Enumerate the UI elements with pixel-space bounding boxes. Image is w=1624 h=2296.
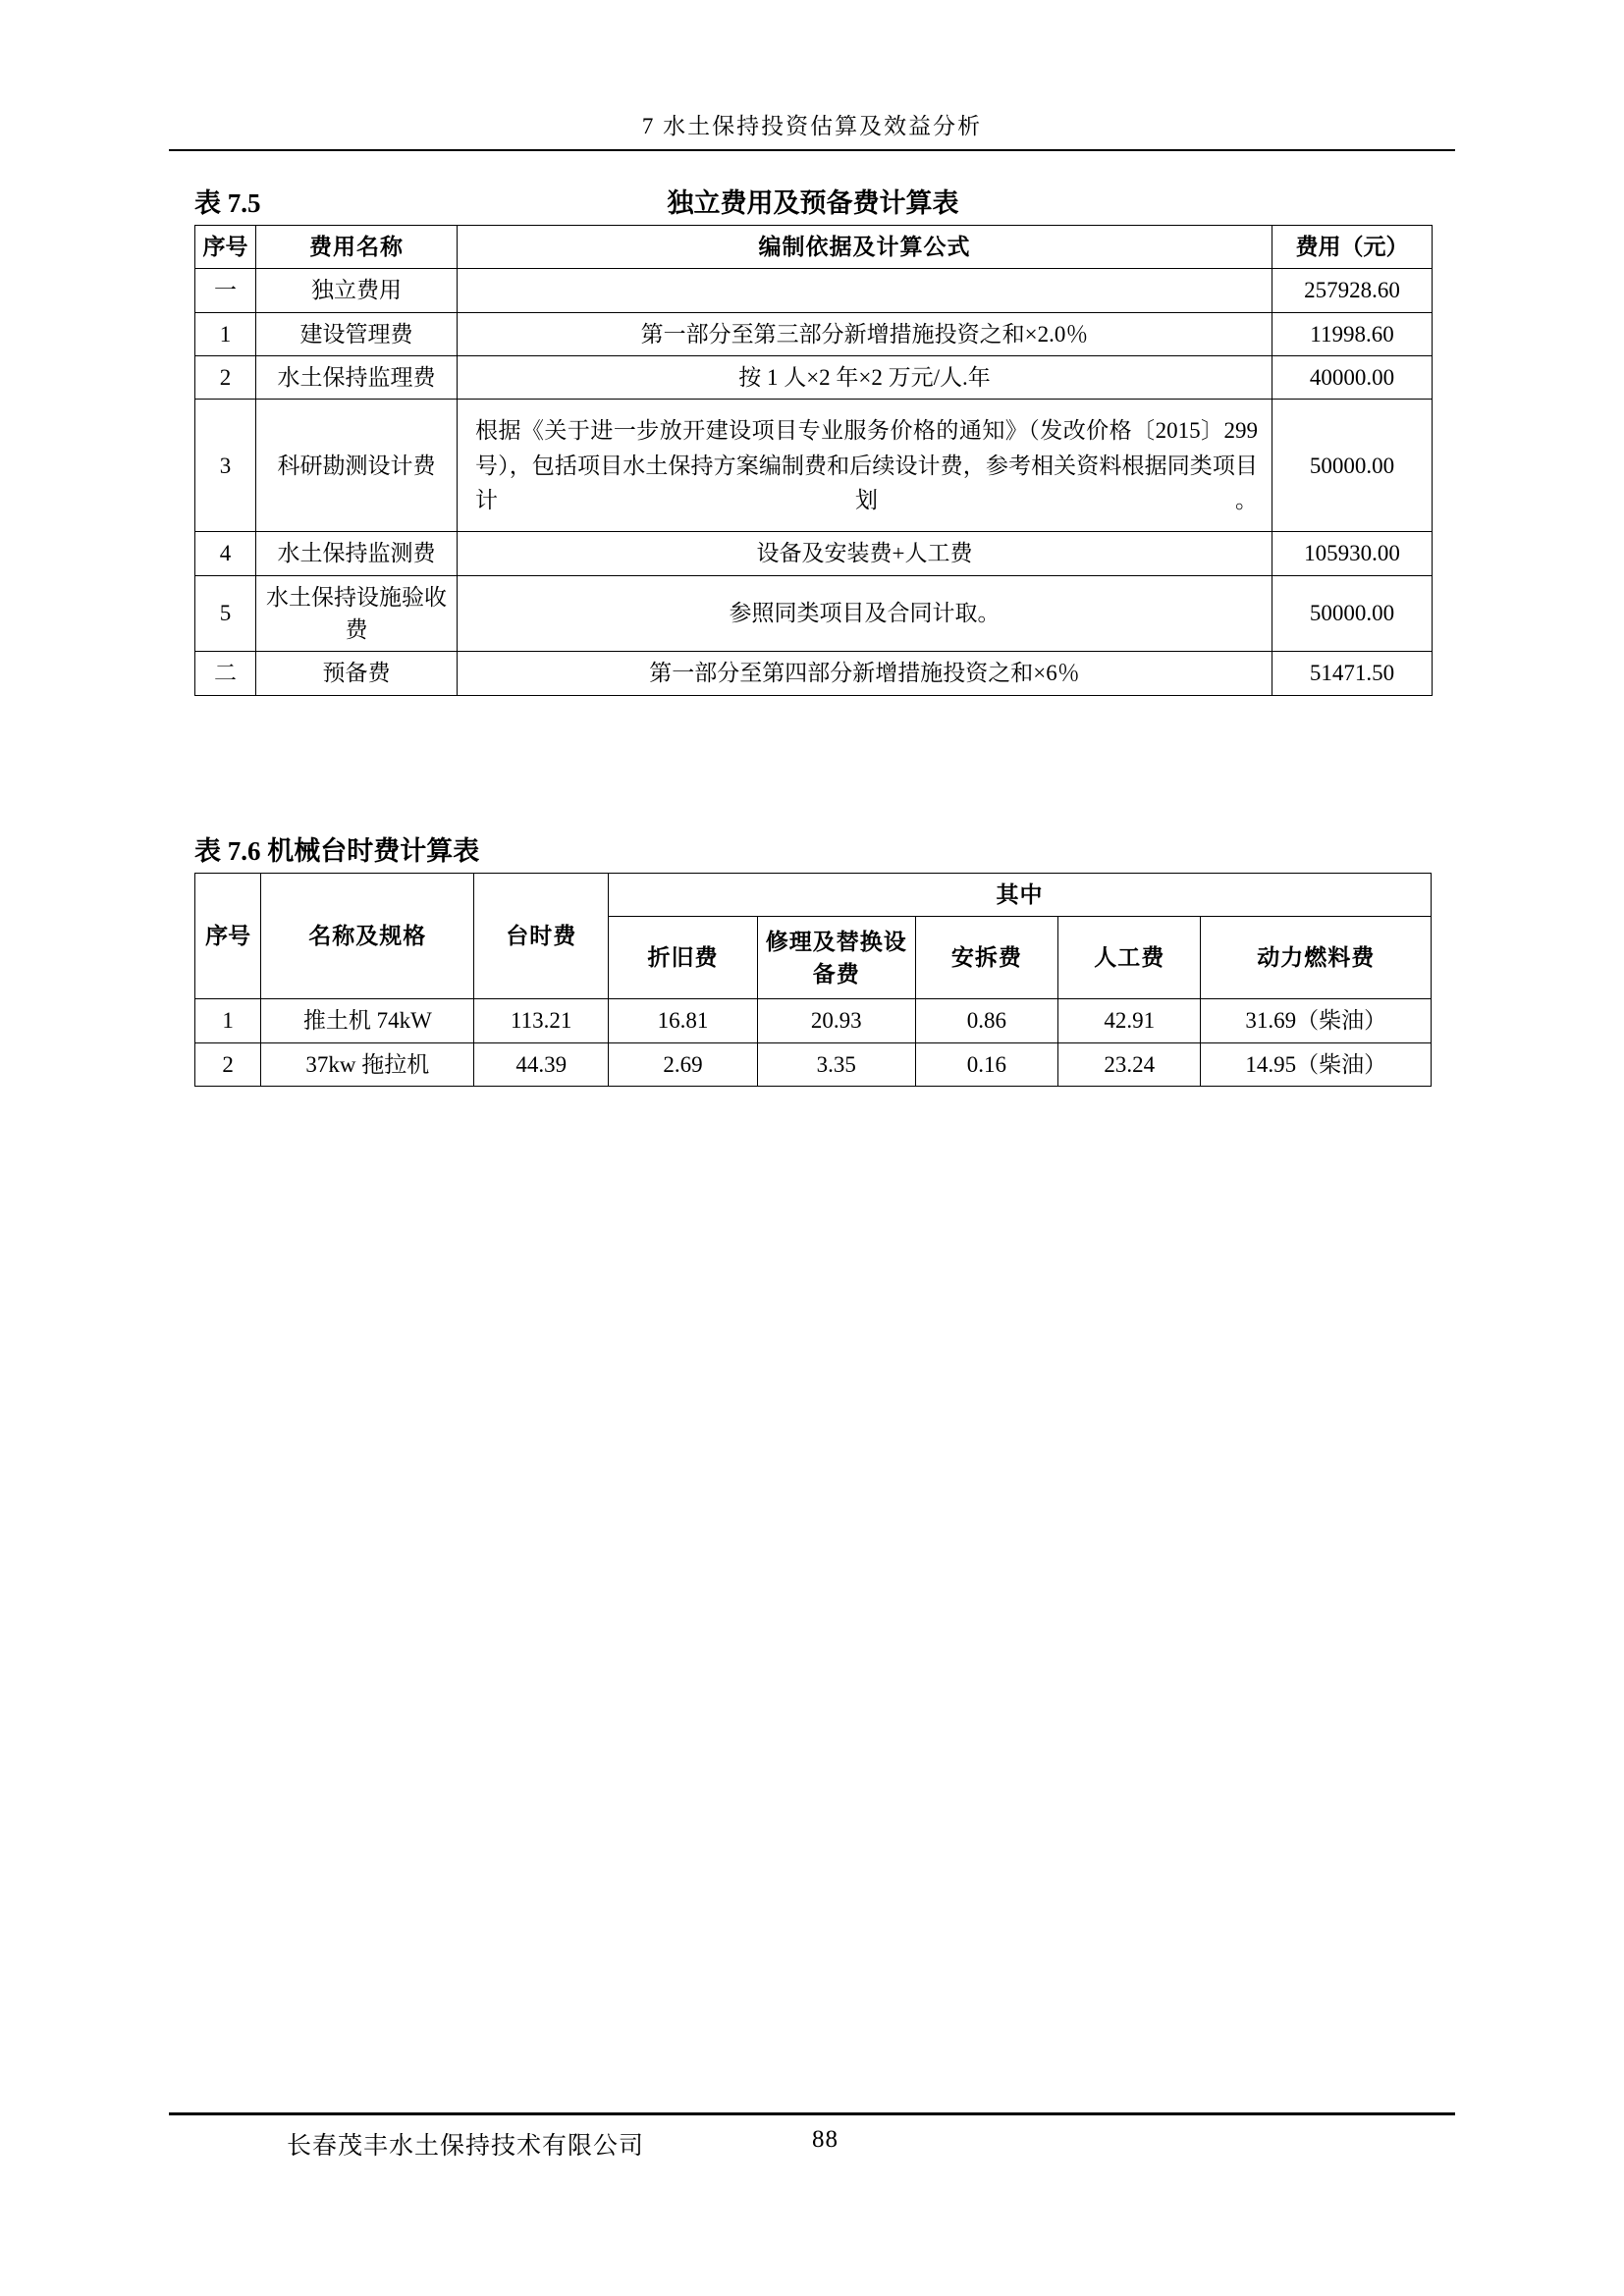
cell-amount: 50000.00 (1272, 575, 1433, 652)
cell-fee-name: 独立费用 (256, 269, 458, 312)
table-row (195, 999, 1432, 1042)
cell-name-spec: 推土机 74kW (261, 999, 474, 1042)
header-divider (169, 149, 1455, 151)
cell-amount: 51471.50 (1272, 652, 1433, 695)
table-7-6-caption-label: 表 7.6 机械台时费计算表 (194, 836, 480, 866)
cell-basis: 参照同类项目及合同计取。 (458, 575, 1272, 652)
table-7-6-block (194, 829, 1432, 1087)
table-row (195, 1042, 1432, 1086)
table-7-6-caption (194, 829, 1432, 873)
cell-basis: 第一部分至第四部分新增措施投资之和×6％ (458, 652, 1272, 695)
cell-fee-name: 水土保持监测费 (256, 532, 458, 575)
cell-seq: 1 (195, 312, 256, 355)
table-row (195, 400, 1433, 532)
cell-amount: 50000.00 (1272, 400, 1433, 532)
cell-hour-fee: 44.39 (474, 1042, 609, 1086)
footer-divider (169, 2112, 1455, 2115)
table-7-6 (194, 873, 1432, 1087)
cell-fuel: 31.69（柴油） (1201, 999, 1432, 1042)
footer-page-number: 88 (812, 2126, 839, 2153)
header-cell-group: 其中 (609, 874, 1432, 917)
table-row (195, 575, 1433, 652)
cell-fee-name: 建设管理费 (256, 312, 458, 355)
cell-seq: 二 (195, 652, 256, 695)
header-cell-depreciation: 折旧费 (609, 917, 758, 999)
table-row (195, 356, 1433, 400)
table-7-5-caption (194, 182, 1432, 225)
cell-seq: 4 (195, 532, 256, 575)
footer-company-name: 长春茂丰水土保持技术有限公司 (287, 2133, 645, 2160)
cell-install-remove: 0.16 (915, 1042, 1057, 1086)
table-7-5 (194, 225, 1433, 696)
table-header-row (195, 226, 1433, 269)
table-7-5-caption-title: 独立费用及预备费计算表 (667, 188, 959, 218)
cell-hour-fee: 113.21 (474, 999, 609, 1042)
header-cell-hour-fee: 台时费 (474, 874, 609, 999)
header-cell-labor: 人工费 (1058, 917, 1201, 999)
cell-repair-replace: 3.35 (758, 1042, 916, 1086)
table-row (195, 652, 1433, 695)
table-7-5-caption-label: 表 7.5 (194, 188, 261, 218)
header-cell-amount: 费用（元） (1272, 226, 1433, 269)
header-cell-fee-name: 费用名称 (256, 226, 458, 269)
cell-seq: 1 (195, 999, 261, 1042)
table-header-group-row (195, 874, 1432, 917)
cell-depreciation: 16.81 (609, 999, 758, 1042)
cell-labor: 42.91 (1058, 999, 1201, 1042)
cell-seq: 一 (195, 269, 256, 312)
cell-name-spec: 37kw 拖拉机 (261, 1042, 474, 1086)
header-cell-basis: 编制依据及计算公式 (458, 226, 1272, 269)
running-header: 7 水土保持投资估算及效益分析 (641, 114, 983, 138)
cell-fee-name: 水土保持监理费 (256, 356, 458, 400)
cell-fee-name: 水土保持设施验收费 (256, 575, 458, 652)
cell-basis (458, 269, 1272, 312)
header-cell-seq: 序号 (195, 874, 261, 999)
cell-basis: 按 1 人×2 年×2 万元/人.年 (458, 356, 1272, 400)
cell-labor: 23.24 (1058, 1042, 1201, 1086)
table-row (195, 312, 1433, 355)
table-row (195, 269, 1433, 312)
header-cell-repair-replace: 修理及替换设备费 (758, 917, 916, 999)
header-cell-name-spec: 名称及规格 (261, 874, 474, 999)
header-cell-fuel: 动力燃料费 (1201, 917, 1432, 999)
cell-repair-replace: 20.93 (758, 999, 916, 1042)
cell-seq: 2 (195, 356, 256, 400)
cell-basis: 第一部分至第三部分新增措施投资之和×2.0％ (458, 312, 1272, 355)
cell-seq: 3 (195, 400, 256, 532)
cell-amount: 257928.60 (1272, 269, 1433, 312)
header-cell-install-remove: 安拆费 (915, 917, 1057, 999)
cell-depreciation: 2.69 (609, 1042, 758, 1086)
cell-fuel: 14.95（柴油） (1201, 1042, 1432, 1086)
cell-fee-name: 预备费 (256, 652, 458, 695)
cell-seq: 2 (195, 1042, 261, 1086)
cell-install-remove: 0.86 (915, 999, 1057, 1042)
cell-amount: 105930.00 (1272, 532, 1433, 575)
table-7-5-block (194, 182, 1432, 696)
cell-basis: 设备及安装费+人工费 (458, 532, 1272, 575)
cell-fee-name: 科研勘测设计费 (256, 400, 458, 532)
header-cell-seq: 序号 (195, 226, 256, 269)
cell-amount: 11998.60 (1272, 312, 1433, 355)
table-row (195, 532, 1433, 575)
cell-basis: 根据《关于进一步放开建设项目专业服务价格的通知》（发改价格〔2015〕299 号），包括项目水土保持方案编制费和后续设计费，参考相关资料根据同类项目计划。 (458, 400, 1272, 532)
cell-amount: 40000.00 (1272, 356, 1433, 400)
cell-seq: 5 (195, 575, 256, 652)
